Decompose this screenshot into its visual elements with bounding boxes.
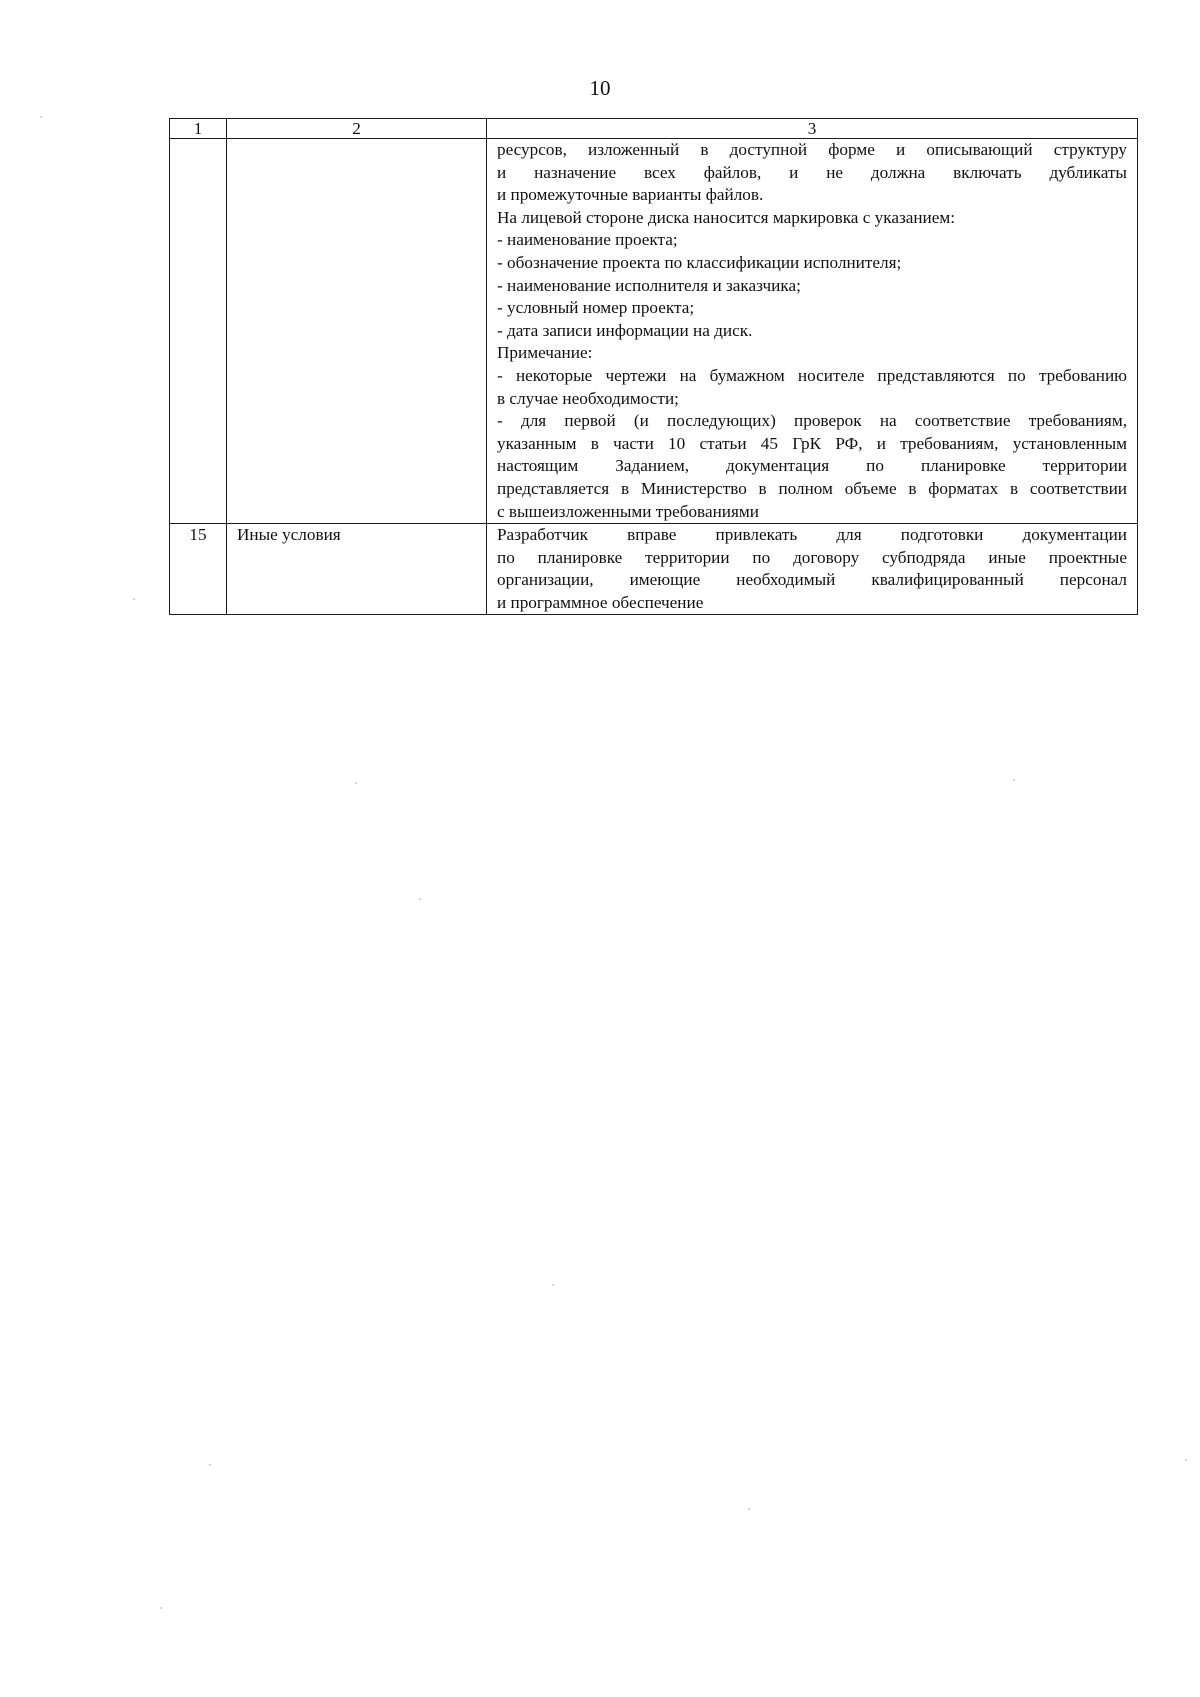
scan-speck	[552, 1284, 554, 1286]
scan-speck	[1185, 1459, 1187, 1461]
requirements-table	[169, 118, 1138, 615]
continuation-text-line: Примечание:	[497, 343, 593, 363]
page-number: 10	[589, 76, 611, 100]
scan-speck	[40, 116, 42, 118]
continuation-text-line: На лицевой стороне диска наносится маркировка с указанием:	[497, 207, 956, 227]
table-row-continuation	[170, 139, 1138, 524]
row-name-cell	[227, 139, 487, 524]
row-content-cell	[487, 524, 1138, 615]
row-number-cell	[170, 139, 227, 524]
continuation-text-line: - наименование проекта;	[497, 230, 678, 250]
scan-speck	[355, 782, 357, 784]
continuation-text-line: и промежуточные варианты файлов.	[497, 185, 764, 205]
continuation-text-line: представляется в Министерство в полном объеме в форматах в соответствии	[497, 478, 1127, 498]
continuation-text-line: и назначение всех файлов, и не должна включать дубликаты	[497, 162, 1127, 182]
continuation-text-line: настоящим Заданием, документация по планировке территории	[497, 456, 1127, 476]
continuation-text-line: - для первой (и последующих) проверок на соответствие требованиям,	[497, 411, 1127, 431]
continuation-text-line: - дата записи информации на диск.	[497, 320, 753, 340]
row15-text-line: и программное обеспечение	[497, 592, 704, 612]
continuation-text-line: в случае необходимости;	[497, 388, 679, 408]
scan-speck	[133, 598, 135, 600]
continuation-text-line: - обозначение проекта по классификации исполнителя;	[497, 252, 902, 272]
continuation-text-line: ресурсов, изложенный в доступной форме и описывающий структуру	[497, 140, 1127, 159]
row15-text-line: по планировке территории по договору субподряда иные проектные	[497, 547, 1127, 567]
continuation-text-line: - некоторые чертежи на бумажном носителе представляются по требованию	[497, 365, 1127, 385]
header-cell-2: 2	[227, 119, 487, 139]
row-number-cell: 15	[170, 524, 227, 615]
table-row-15	[170, 524, 1138, 615]
scan-speck	[209, 1464, 211, 1466]
scan-speck	[160, 1607, 162, 1609]
continuation-text-line: с вышеизложенными требованиями	[497, 501, 759, 521]
scan-speck	[419, 898, 421, 900]
scan-speck	[748, 1508, 750, 1510]
scan-speck	[1013, 779, 1015, 781]
continuation-text-line: - условный номер проекта;	[497, 298, 695, 318]
row15-text-line: организации, имеющие необходимый квалифицированный персонал	[497, 570, 1127, 590]
continuation-text-line: - наименование исполнителя и заказчика;	[497, 275, 801, 295]
header-cell-3: 3	[487, 119, 1138, 139]
row-content-cell	[487, 139, 1138, 524]
table-header-row	[170, 119, 1138, 139]
continuation-text-line: указанным в части 10 статьи 45 ГрК РФ, и требованиям, установленным	[497, 433, 1127, 453]
row-name-cell: Иные условия	[227, 524, 487, 615]
header-cell-1: 1	[170, 119, 227, 139]
row15-text-line: Разработчик вправе привлекать для подготовки документации	[497, 525, 1127, 545]
